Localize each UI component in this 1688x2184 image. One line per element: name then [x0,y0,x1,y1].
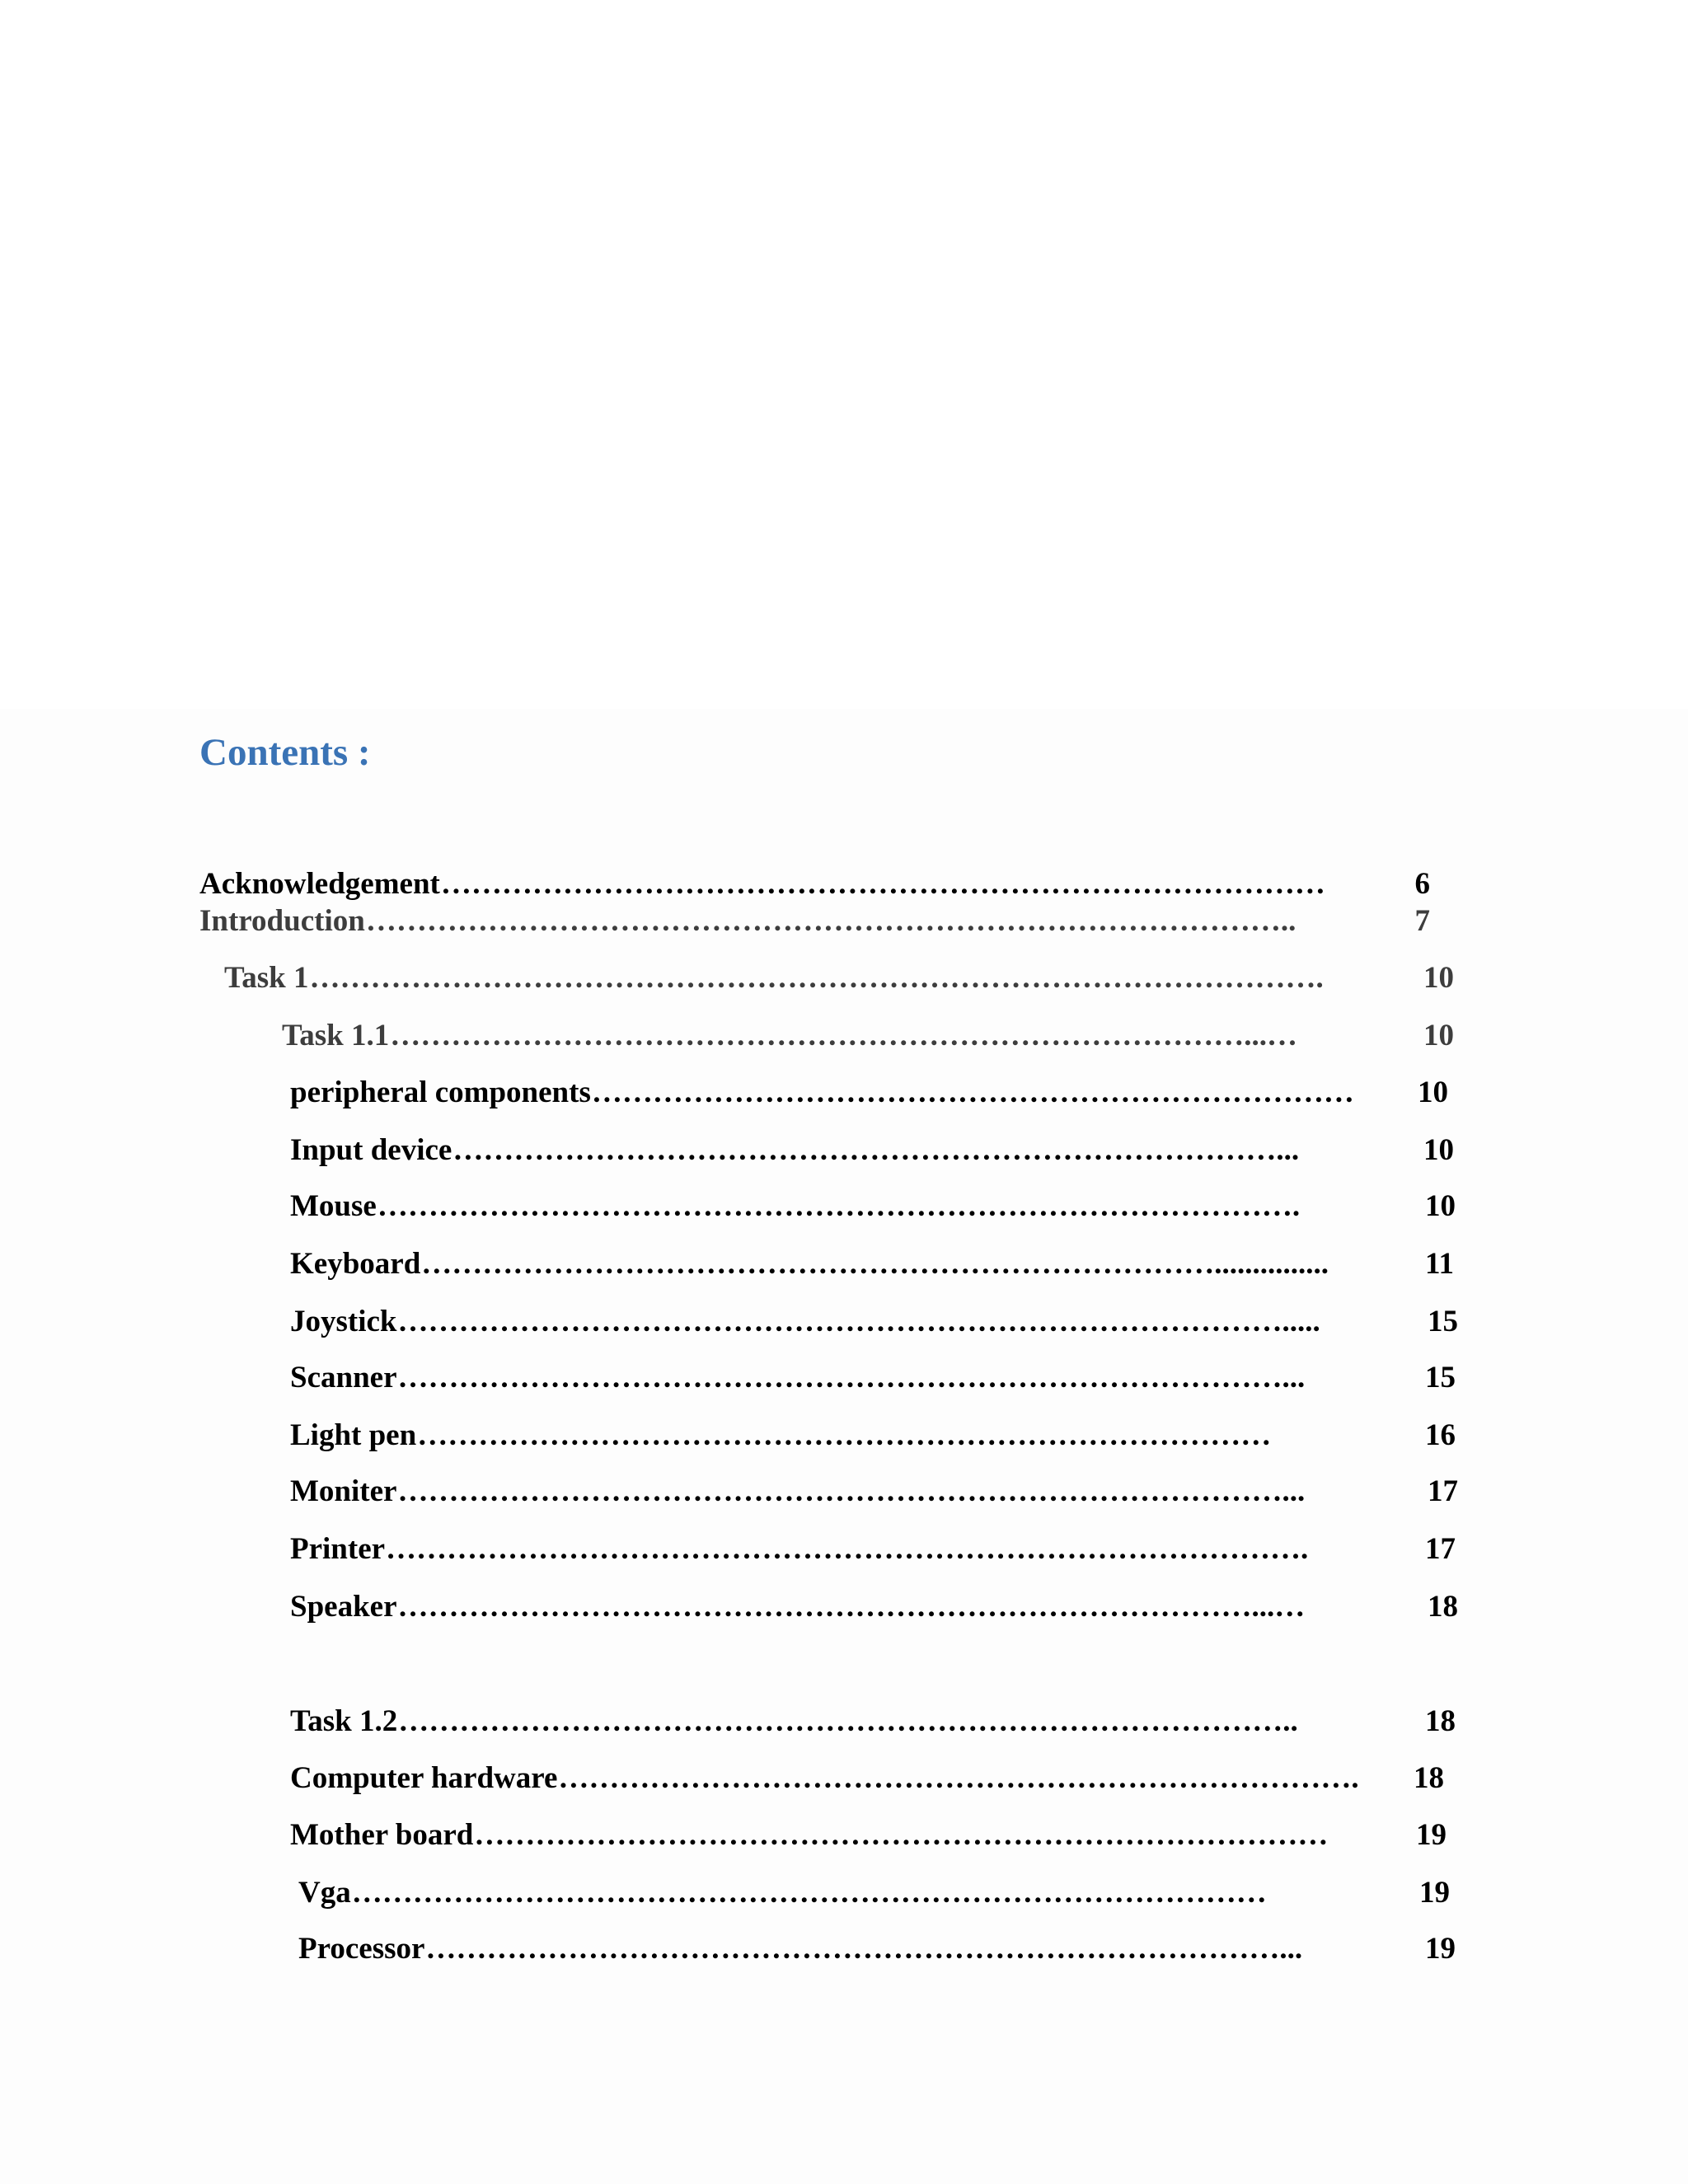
toc-page-number: 18 [1425,1704,1456,1738]
toc-entry-scanner[interactable] [290,1357,1456,1399]
toc-entry-label: Moniter [290,1474,397,1508]
toc-entry-task-1-1[interactable] [282,1015,1454,1057]
toc-leader-dots: …………………………………………………………………………….. [398,1704,1298,1738]
toc-entry-label: Keyboard [290,1247,421,1281]
toc-entry-keyboard[interactable] [290,1244,1454,1285]
toc-entry-mother-board[interactable] [290,1815,1447,1856]
toc-leader-dots: ……………………………………………………………………………..... [397,1305,1320,1338]
toc-entry-label: peripheral components [290,1076,591,1109]
toc-page-number: 17 [1428,1474,1458,1508]
toc-entry-processor[interactable] [298,1929,1456,1970]
toc-entry-label: Printer [290,1532,386,1566]
toc-entry-introduction[interactable] [199,901,1430,942]
toc-entry-label: Processor [298,1932,425,1966]
toc-page-number: 19 [1425,1932,1456,1966]
toc-entry-acknowledgement[interactable] [199,864,1430,905]
toc-entry-speaker[interactable] [290,1586,1458,1628]
toc-entry-label: Vga [298,1876,351,1910]
toc-leader-dots: ……………………………………………………………………………... [397,1361,1306,1394]
toc-leader-dots: ………………………………………………………………………… [474,1818,1329,1852]
toc-page-number: 18 [1414,1761,1444,1795]
toc-entry-label: Mouse [290,1189,377,1223]
toc-entry-label: Light pen [290,1418,417,1452]
toc-page-number: 19 [1416,1818,1447,1852]
toc-leader-dots: ………………………………………………………………………... [452,1133,1300,1167]
toc-entry-task-1-2[interactable] [290,1701,1456,1742]
toc-leader-dots: …………………………………………………………………………...… [390,1019,1298,1052]
toc-leader-dots: ……………………………………………………………………............... [421,1247,1329,1281]
toc-entry-label: Task 1 [224,961,309,995]
toc-page-number: 15 [1428,1305,1458,1338]
toc-leader-dots: ………………………………………………………………………………………. [309,961,1324,995]
toc-page-number: 17 [1425,1532,1456,1566]
toc-leader-dots: ………………………………………………………………………………. [377,1189,1301,1223]
toc-entry-label: Mother board [290,1818,474,1852]
toc-page-number: 19 [1419,1876,1450,1910]
toc-page-number: 10 [1423,961,1454,995]
toc-entry-label: Input device [290,1133,452,1167]
toc-entry-label: Joystick [290,1305,397,1338]
toc-page-number: 10 [1423,1019,1454,1052]
toc-page-number: 7 [1414,904,1430,938]
toc-entry-input-device[interactable] [290,1130,1454,1171]
toc-leader-dots: …………………………………………………………………………... [425,1932,1303,1966]
toc-entry-label: Speaker [290,1590,397,1624]
toc-leader-dots: ……………………………………………………………………………….. [365,904,1296,938]
toc-entry-label: Acknowledgement [199,867,440,901]
toc-leader-dots: ……………………………………………………………………. [558,1761,1359,1795]
toc-page-number: 10 [1425,1189,1456,1223]
toc-entry-joystick[interactable] [290,1301,1458,1343]
toc-leader-dots: ………………………………………………………………… [591,1076,1354,1109]
toc-leader-dots: ………………………………………………………………………………. [386,1532,1309,1566]
toc-leader-dots: ………………………………………………………………………… [417,1418,1272,1452]
toc-entry-vga[interactable] [298,1872,1450,1914]
toc-page-number: 11 [1425,1247,1454,1281]
toc-entry-printer[interactable] [290,1529,1456,1570]
toc-page-number: 16 [1425,1418,1456,1452]
toc-entry-label: Scanner [290,1361,397,1394]
toc-heading: Contents : [199,731,371,774]
toc-entry-task-1[interactable] [224,958,1454,999]
toc-entry-mouse[interactable] [290,1186,1456,1227]
toc-page-number: 15 [1425,1361,1456,1394]
toc-leader-dots: ……………………………………………………………………………… [351,1876,1267,1910]
toc-entry-label: Introduction [199,904,365,938]
toc-entry-light-pen[interactable] [290,1415,1456,1456]
toc-leader-dots: …………………………………………………………………………...… [397,1590,1306,1624]
toc-page-number: 10 [1423,1133,1454,1167]
toc-entry-label: Task 1.1 [282,1019,390,1052]
toc-entry-peripheral-components[interactable] [290,1072,1448,1113]
toc-page-number: 6 [1414,867,1430,901]
toc-page-number: 18 [1428,1590,1458,1624]
toc-entry-computer-hardware[interactable] [290,1758,1444,1799]
toc-leader-dots: …………………………………………………………………………… [440,867,1325,901]
toc-leader-dots: ……………………………………………………………………………... [397,1474,1306,1508]
toc-entry-label: Computer hardware [290,1761,558,1795]
toc-entry-moniter[interactable] [290,1471,1458,1512]
toc-entry-label: Task 1.2 [290,1704,398,1738]
toc-page-number: 10 [1418,1076,1448,1109]
